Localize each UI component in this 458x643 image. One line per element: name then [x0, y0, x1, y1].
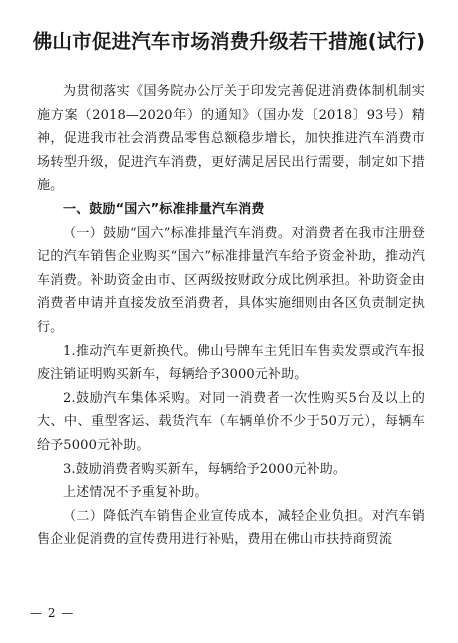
- section-1-heading: 一、鼓励“国六”标准排量汽车消费: [63, 201, 265, 217]
- page-number: — 2 —: [30, 606, 75, 620]
- intro-paragraph: 为贯彻落实《国务院办公厅关于印发完善促进消费体制机制实施方案（2018—2020年）的通知》（国办发〔2018〕93号）精神，促进我市社会消费品零售总额稳步增长，加快推进汽车消费市场转型升级，促进汽车消费，更好满足居民出行需要，制定如下措施。: [37, 84, 425, 194]
- document-body: [37, 80, 425, 552]
- item-3-paragraph: 3.鼓励消费者购买新车，每辆给予2000元补助。: [63, 461, 347, 477]
- item-2-paragraph: 2.鼓励汽车集体采购。对同一消费者一次性购买5台及以上的大、中、重型客运、载货汽车（车辆单价不少于50万元），每辆车给予5000元补助。: [37, 390, 425, 453]
- subsection-1-paragraph: （一）鼓励“国六”标准排量汽车消费。对消费者在我市注册登记的汽车销售企业购买“国六”标准排量汽车给予资金补助，推动汽车消费。补助资金由市、区两级按财政分成比例承担。补助资金由消费者申请并直接发放至消费者，具体实施细则由各区负责制定执行。: [37, 225, 425, 335]
- subsection-2-paragraph: （二）降低汽车销售企业宣传成本，减轻企业负担。对汽车销售企业促消费的宣传费用进行补贴，费用在佛山市扶持商贸流: [37, 508, 425, 548]
- document-title: 佛山市促进汽车市场消费升级若干措施(试行): [32, 30, 426, 53]
- note-paragraph: 上述情况不予重复补助。: [63, 485, 208, 501]
- item-1-paragraph: 1.推动汽车更新换代。佛山号牌车主凭旧车售卖发票或汽车报废注销证明购买新车，每辆给予3000元补助。: [37, 343, 425, 383]
